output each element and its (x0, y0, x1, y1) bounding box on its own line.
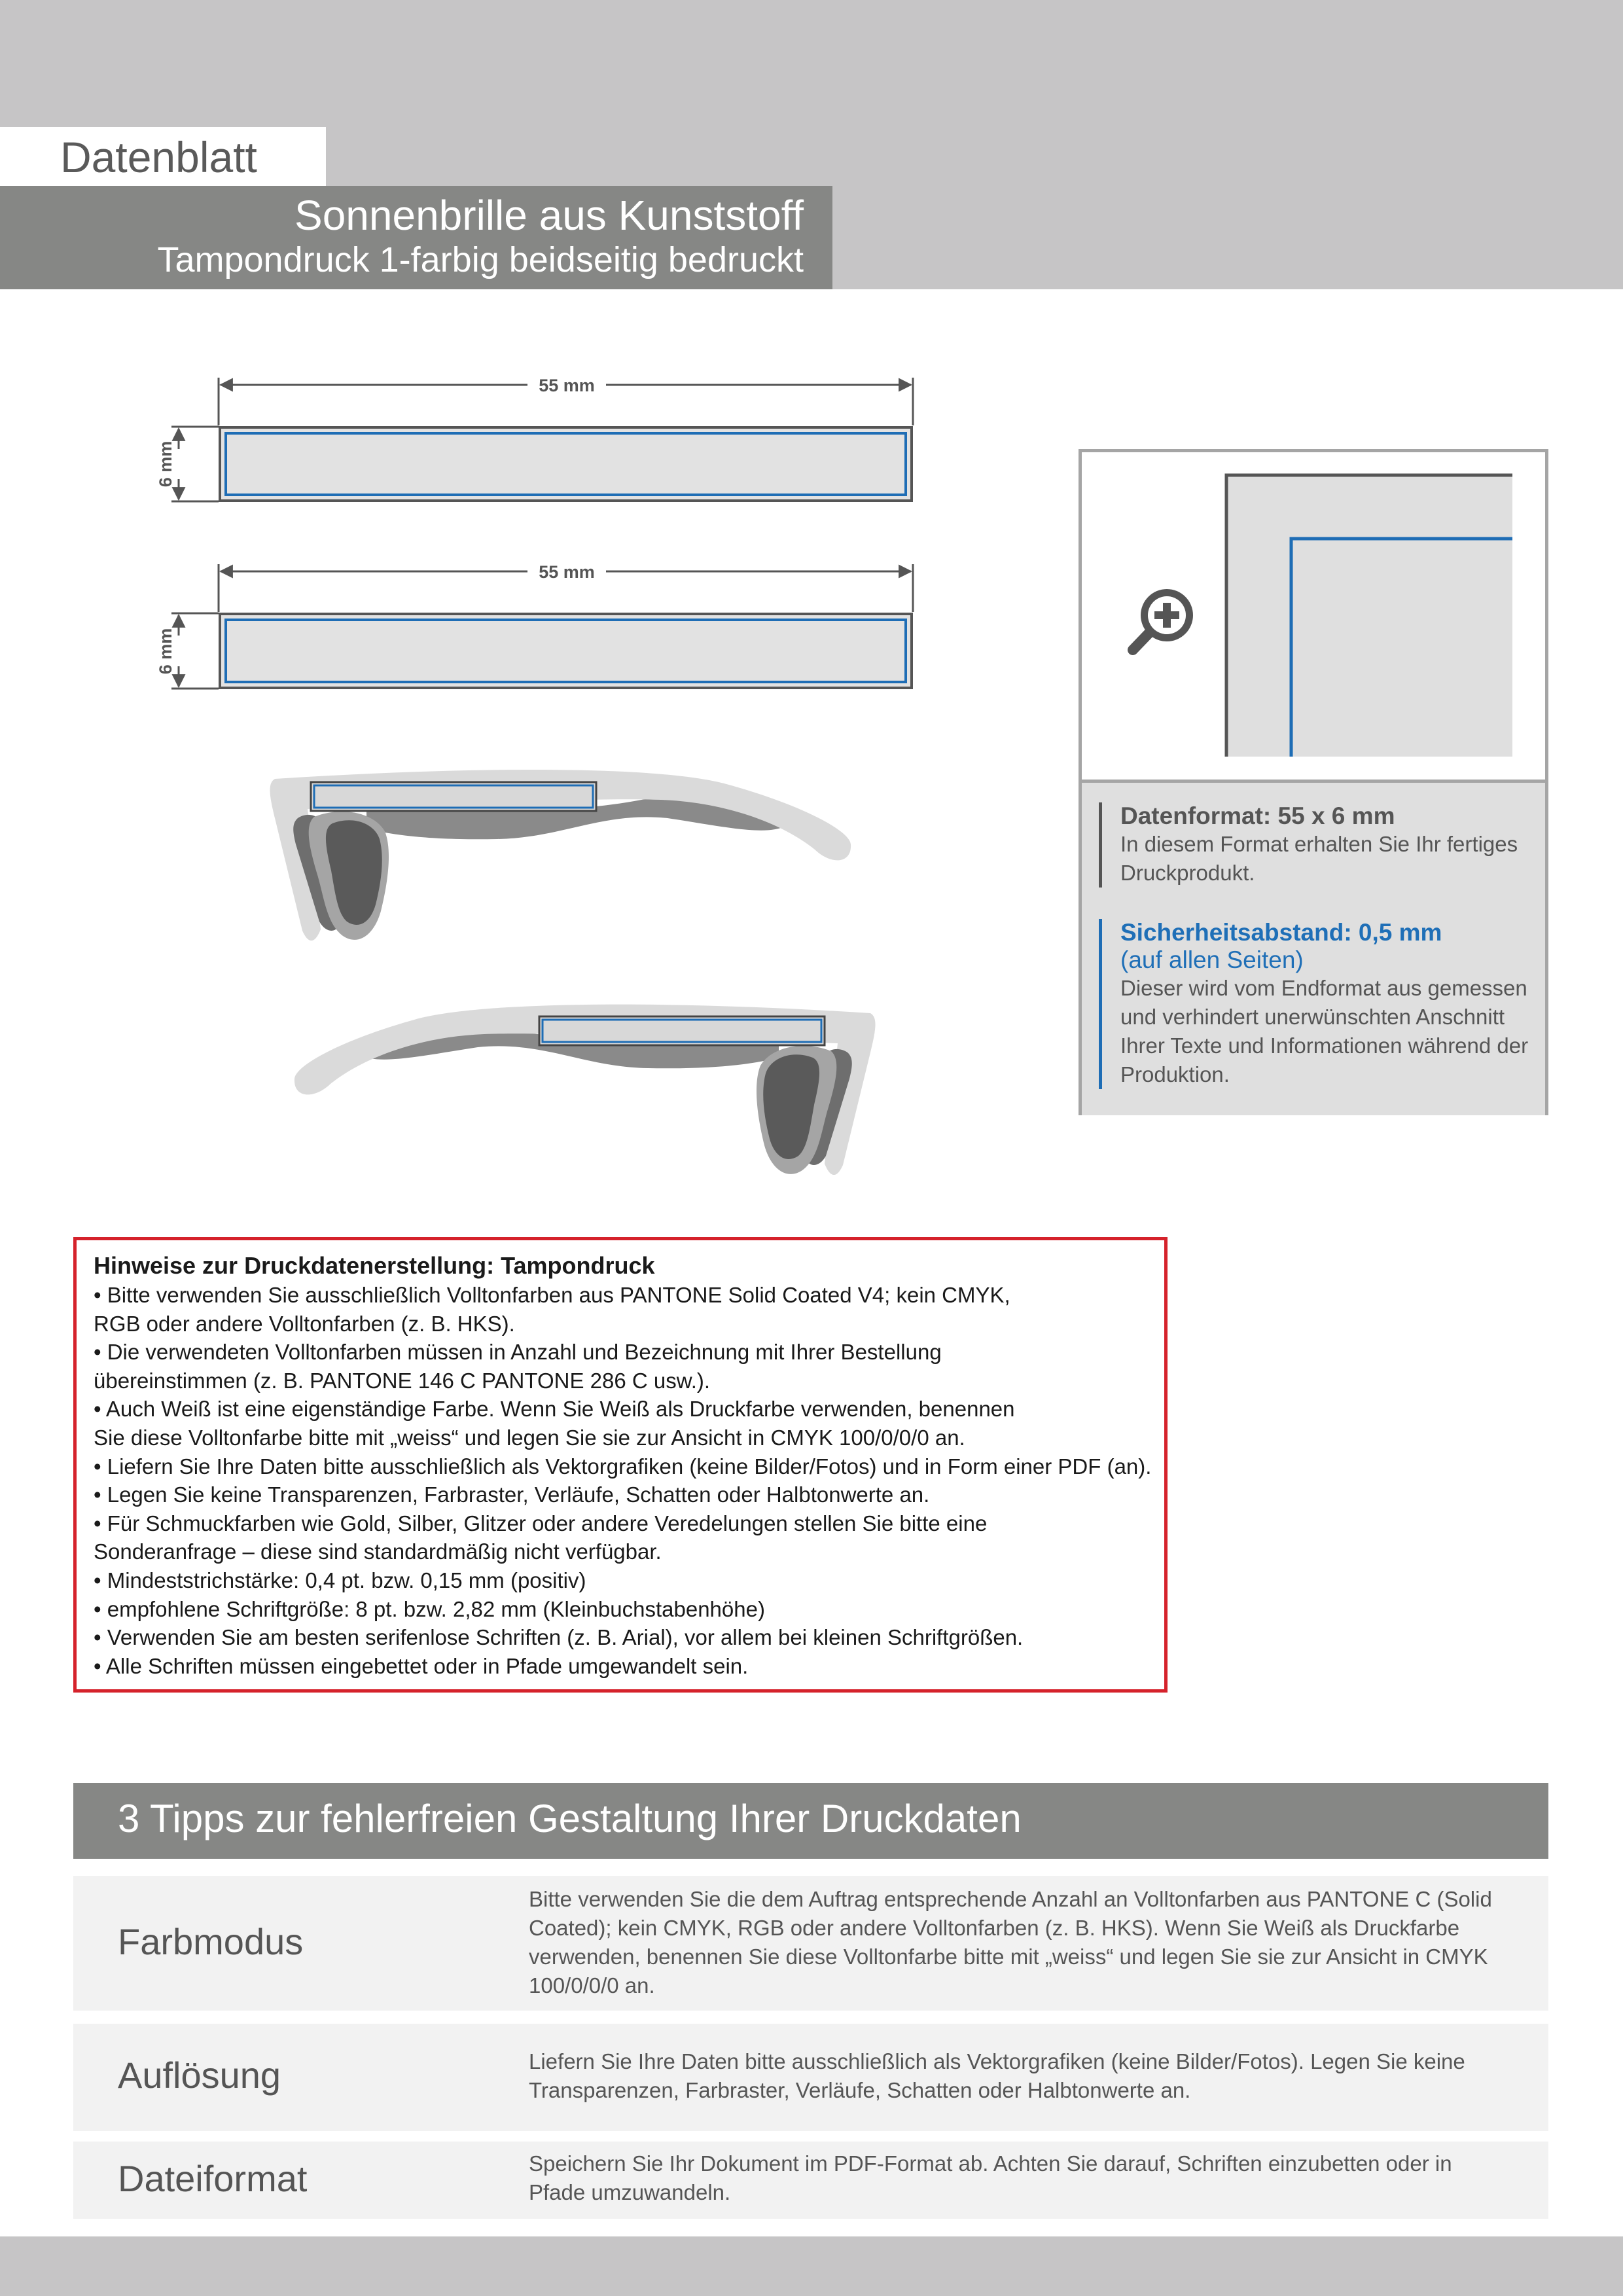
tip-text: Speichern Sie Ihr Dokument im PDF-Format ab. Achten Sie darauf, Schriften einzubetten oder in Pfade umzuwandeln. (529, 2151, 1452, 2204)
tip-label: Auflösung (118, 2054, 281, 2096)
safety-margin-text: Dieser wird vom Endformat aus gemessen und verhindert unerwünschten Anschnitt Ihrer Texte und Informationen während der Produktion. (1120, 976, 1529, 1086)
width-dimension-label: 55 mm (539, 376, 595, 395)
hint-line: • Mindeststrichstärke: 0,4 pt. bzw. 0,15 mm (positiv) (94, 1568, 586, 1592)
hint-line: • Für Schmuckfarben wie Gold, Silber, Glitzer oder andere Veredelungen stellen Sie bitte eine (94, 1511, 988, 1535)
sunglasses-side-view-left (270, 770, 851, 941)
safety-margin-title: Sicherheitsabstand: 0,5 mm (1120, 919, 1442, 946)
data-format-title: Datenformat: 55 x 6 mm (1120, 802, 1395, 829)
datasheet-tag (0, 127, 326, 186)
tips-heading: 3 Tipps zur fehlerfreien Gestaltung Ihrer Druckdaten (118, 1797, 1022, 1840)
datasheet-label: Datenblatt (60, 133, 257, 181)
height-dimension-label: 6 mm (156, 440, 175, 488)
tip-text: Bitte verwenden Sie die dem Auftrag entsprechende Anzahl an Volltonfarben aus PANTONE C (Solid Coated); kein CMYK, RGB oder andere Volltonfarben (z. B. HKS). Wenn Sie Weiß als Druckfarbe verwenden, benennen Sie diese Volltonfarbe bitte mit „weiss“ und legen Sie sie zur Ansicht in CMYK 100/0/0/0 an. (529, 1887, 1492, 1998)
tip-row-resolution (73, 2024, 1548, 2131)
hint-line: • Bitte verwenden Sie ausschließlich Volltonfarben aus PANTONE Solid Coated V4; kein CMYK, (94, 1283, 1010, 1307)
hint-line: • Alle Schriften müssen eingebettet oder in Pfade umgewandelt sein. (94, 1653, 749, 1678)
hint-line: Sonderanfrage – diese sind standardmäßig nicht verfügbar. (94, 1539, 662, 1564)
hint-line: • empfohlene Schriftgröße: 8 pt. bzw. 2,82 mm (Kleinbuchstabenhöhe) (94, 1596, 765, 1621)
zoom-corner-detail (1082, 452, 1545, 780)
hint-line: Sie diese Volltonfarbe bitte mit „weiss“ und legen Sie sie zur Ansicht in CMYK 100/0/0/0 an. (94, 1425, 965, 1450)
hint-line: • Liefern Sie Ihre Daten bitte ausschließlich als Vektorgrafiken (keine Bilder/Fotos) und in Form einer PDF (an). (94, 1454, 1152, 1479)
hint-line: • Legen Sie keine Transparenzen, Farbraster, Verläufe, Schatten oder Halbtonwerte an. (94, 1482, 930, 1507)
width-dimension-label: 55 mm (539, 562, 595, 582)
tip-row-color-mode (73, 1876, 1548, 2011)
hint-line: RGB oder andere Volltonfarben (z. B. HKS). (94, 1311, 515, 1336)
title-bar (0, 186, 832, 289)
hint-line: • Verwenden Sie am besten serifenlose Schriften (z. B. Arial), vor allem bei kleinen Schriftgrößen. (94, 1625, 1024, 1650)
dimension-drawing-front (156, 376, 913, 501)
safety-margin-subtitle: (auf allen Seiten) (1120, 946, 1304, 973)
hint-line: • Auch Weiß ist eine eigenständige Farbe. Wenn Sie Weiß als Druckfarbe verwenden, benennen (94, 1397, 1015, 1422)
product-title: Sonnenbrille aus Kunststoff (294, 192, 804, 239)
tip-label: Dateiformat (118, 2158, 308, 2199)
hint-line: • Die verwendeten Volltonfarben müssen in Anzahl und Bezeichnung mit Ihrer Bestellung (94, 1340, 942, 1365)
print-area-diagram (0, 340, 916, 1191)
height-dimension-label: 6 mm (156, 628, 175, 675)
tip-text: Liefern Sie Ihre Daten bitte ausschließlich als Vektorgrafiken (keine Bilder/Fotos). Legen Sie keine Transparenzen, Farbraster, Verläufe, Schatten oder Halbtonwerte an. (529, 2049, 1465, 2102)
tips-heading-bar (73, 1783, 1548, 1859)
print-data-hints-box (73, 1237, 1168, 1693)
bottom-band (0, 2236, 1623, 2296)
hint-line: übereinstimmen (z. B. PANTONE 146 C PANTONE 286 C usw.). (94, 1368, 711, 1393)
magnifier-plus-icon (1133, 589, 1193, 650)
tip-row-file-format (73, 2142, 1548, 2219)
safety-margin-block (1099, 919, 1539, 1089)
sunglasses-side-view-right (294, 1005, 876, 1175)
data-format-block (1099, 802, 1539, 888)
format-info-section (1082, 780, 1545, 1115)
dimension-drawing-back (156, 562, 913, 689)
tip-label: Farbmodus (118, 1921, 304, 1962)
hints-title: Hinweise zur Druckdatenerstellung: Tampondruck (94, 1252, 655, 1279)
data-format-text: In diesem Format erhalten Sie Ihr fertiges Druckprodukt. (1120, 832, 1518, 885)
format-zoom-panel (1079, 449, 1548, 1115)
product-subtitle: Tampondruck 1-farbig beidseitig bedruckt (157, 240, 804, 279)
